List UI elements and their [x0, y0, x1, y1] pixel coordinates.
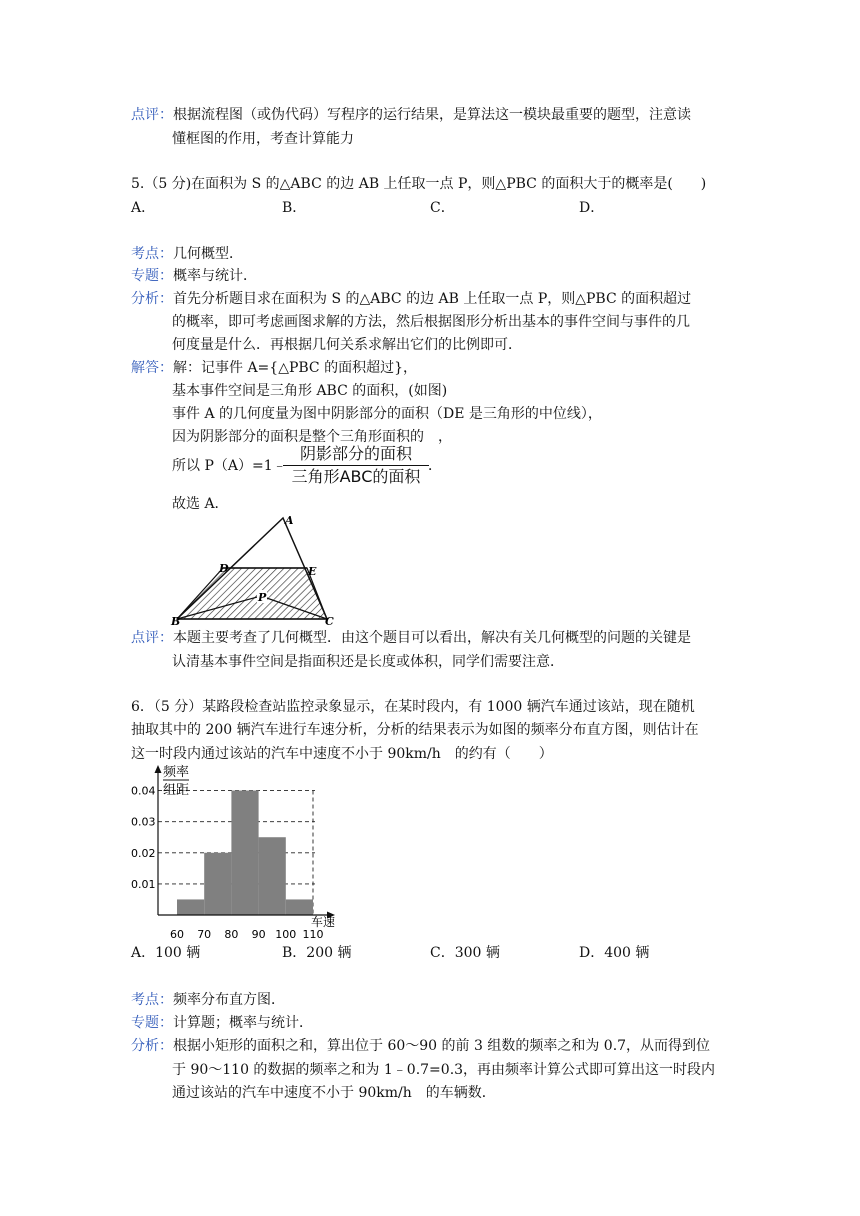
- x-tick-label: 70: [197, 928, 212, 940]
- q6-fenxi-line1: 分析：根据小矩形的面积之和，算出位于 60～90 的前 3 组数的频率之和为 0.7，从而得到位: [131, 1038, 711, 1054]
- q5-option-d: D．: [579, 200, 605, 216]
- q6-stem-line1: 6．（5 分）某路段检查站监控录象显示，在某时段内，有 1000 辆汽车通过该站，现在随机: [131, 699, 695, 715]
- q5-option-a: A．: [131, 200, 156, 216]
- review-label: 点评：: [131, 107, 173, 123]
- x-tick-label: 110: [302, 928, 324, 940]
- frequency-histogram: [125, 760, 340, 940]
- x-tick-label: 60: [170, 928, 184, 940]
- q6-option-b: B．200 辆: [282, 945, 352, 961]
- q5-option-c: C．: [430, 200, 455, 216]
- q6-zhuanti: 专题：计算题；概率与统计．: [131, 1015, 313, 1031]
- q5-jieda-line3: 事件 A 的几何度量为图中阴影部分的面积（DE 是三角形的中位线），: [172, 406, 602, 422]
- xlabel: 车速: [311, 915, 336, 929]
- q6-option-d: D．400 辆: [579, 945, 650, 961]
- q5-jieda-line2: 基本事件空间是三角形 ABC 的面积，(如图): [172, 383, 448, 399]
- x-tick-label: 100: [275, 928, 297, 940]
- q5-option-b: B．: [282, 200, 307, 216]
- q6-fenxi-line3: 通过该站的汽车中速度不小于 90km/h 的车辆数．: [172, 1085, 496, 1101]
- label-d: D: [219, 562, 229, 575]
- q5-jieda-line1: 解答：解：记事件 A={△PBC 的面积超过}，: [131, 360, 418, 376]
- q5-dianping-line1: 点评：本题主要考查了几何概型．由这个题目可以看出，解决有关几何概型的问题的关键是: [131, 630, 691, 646]
- review-prev-line1: 点评：根据流程图（或伪代码）写程序的运行结果，是算法这一模块最重要的题型，注意读: [131, 107, 691, 123]
- y-tick-label: 0.02: [131, 846, 156, 860]
- fraction-denominator: 三角形ABC的面积: [291, 467, 421, 486]
- q6-stem-line2: 抽取其中的 200 辆汽车进行车速分析，分析的结果表示为如图的频率分布直方图，则估计在: [131, 722, 699, 738]
- q5-kaodian: 考点：几何概型．: [131, 246, 243, 262]
- label-e: E: [308, 565, 317, 578]
- fraction-bar: [283, 465, 429, 466]
- ylabel-top: 频率: [163, 765, 190, 780]
- y-tick-label: 0.04: [131, 784, 156, 798]
- review-prev-line2: 懂框图的作用，考查计算能力: [172, 131, 354, 147]
- q5-jieda-line4: 因为阴影部分的面积是整个三角形面积的 ，: [172, 429, 452, 445]
- x-tick-label: 90: [251, 928, 266, 940]
- q5-fenxi-line3: 何度量是什么．再根据几何关系求解出它们的比例即可．: [172, 337, 522, 353]
- label-a: A: [285, 514, 294, 527]
- histogram-bar: [177, 899, 204, 915]
- y-axis-arrow: [155, 765, 162, 773]
- q5-choose: 故选 A．: [172, 496, 229, 512]
- q6-stem-line3: 这一时段内通过该站的汽车中速度不小于 90km/h 的约有（ ）: [131, 746, 553, 762]
- q6-option-c: C．300 辆: [430, 945, 500, 961]
- q6-fenxi-line2: 于 90～110 的数据的频率之和为 1﹣0.7=0.3，再由频率计算公式即可算出这一时段内: [172, 1062, 716, 1078]
- y-tick-label: 0.03: [131, 815, 156, 829]
- q5-formula-fraction: [283, 444, 429, 487]
- q5-fenxi-line2: 的概率，即可考虑画图求解的方法，然后根据图形分析出基本的事件空间与事件的几: [172, 314, 690, 330]
- histogram-bar: [286, 899, 313, 915]
- label-b: B: [171, 615, 181, 626]
- triangle-figure: [165, 510, 345, 626]
- q5-stem: 5.（5 分)在面积为 S 的△ABC 的边 AB 上任取一点 P，则△PBC 的面积大于的概率是( ): [131, 176, 707, 192]
- histogram-bar: [204, 853, 231, 915]
- q5-formula-suffix: ．: [428, 458, 442, 474]
- q5-dianping-line2: 认清基本事件空间是指面积还是长度或体积，同学们需要注意．: [172, 654, 564, 670]
- q6-option-a: A．100 辆: [131, 945, 201, 961]
- q5-formula-prefix: 所以 P（A）=1﹣: [172, 458, 287, 474]
- q6-kaodian: 考点：频率分布直方图．: [131, 992, 285, 1008]
- label-p: P: [258, 591, 267, 604]
- histogram-bar: [231, 791, 258, 915]
- fraction-numerator: 阴影部分的面积: [299, 444, 412, 463]
- q5-fenxi-line1: 分析：首先分析题目求在面积为 S 的△ABC 的边 AB 上任取一点 P，则△PBC 的面积超过: [131, 291, 692, 307]
- y-tick-label: 0.01: [131, 877, 156, 891]
- label-c: C: [325, 615, 334, 626]
- ylabel-bottom: 组距: [163, 783, 190, 798]
- histogram-bar: [259, 837, 286, 915]
- q5-zhuanti: 专题：概率与统计．: [131, 268, 257, 284]
- x-tick-label: 80: [224, 928, 239, 940]
